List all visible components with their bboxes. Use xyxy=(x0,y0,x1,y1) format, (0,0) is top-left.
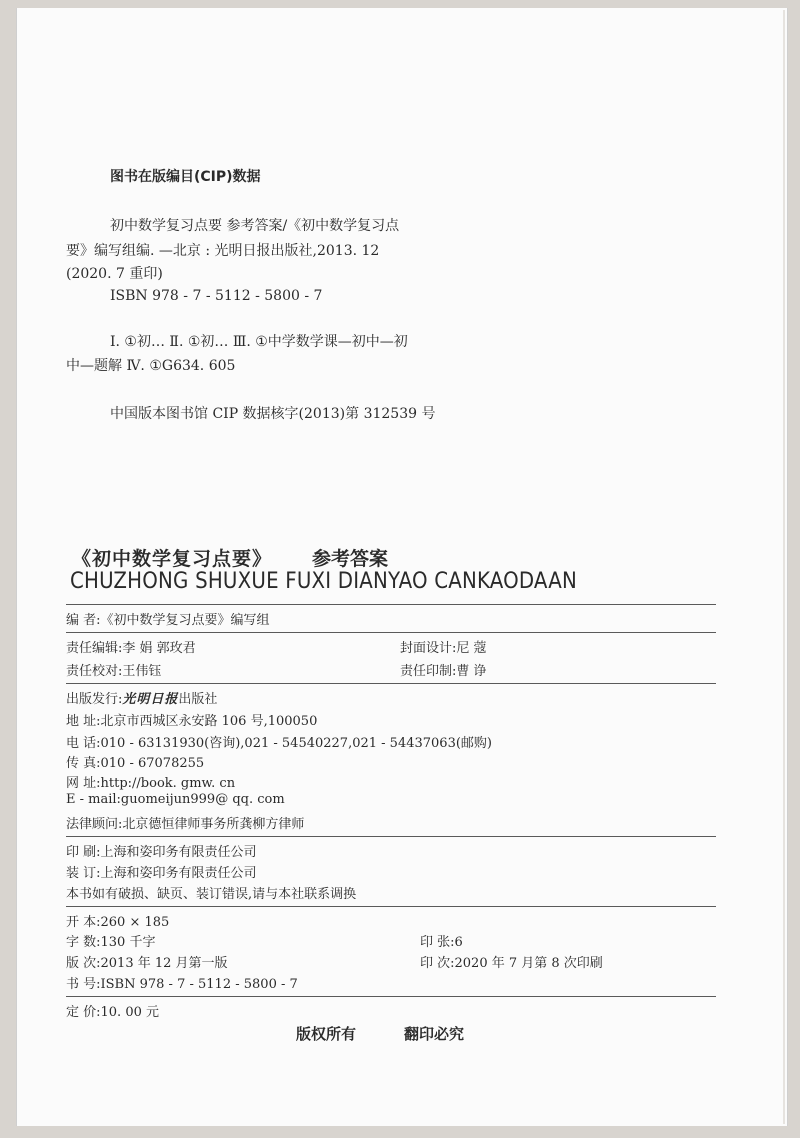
word-count: 字 数:130 千字 xyxy=(66,935,156,950)
divider xyxy=(66,632,716,633)
divider xyxy=(66,836,716,837)
divider xyxy=(66,604,716,605)
publisher-fax: 传 真:010 - 67078255 xyxy=(66,756,205,771)
publisher-suffix: 出版社 xyxy=(178,692,218,707)
printer: 印 刷:上海和姿印务有限责任公司 xyxy=(66,845,257,860)
edition: 版 次:2013 年 12 月第一版 xyxy=(66,956,228,971)
replacement-notice: 本书如有破损、缺页、装订错误,请与本社联系调换 xyxy=(66,887,357,902)
responsible-editor: 责任编辑:李 娟 郭玫君 xyxy=(66,641,196,656)
price: 定 价:10. 00 元 xyxy=(66,1005,159,1020)
divider xyxy=(66,683,716,684)
cip-isbn: ISBN 978 - 7 - 5112 - 5800 - 7 xyxy=(110,288,323,304)
cip-number: 中国版本图书馆 CIP 数据核字(2013)第 312539 号 xyxy=(110,406,436,422)
cip-heading: 图书在版编目(CIP)数据 xyxy=(110,169,261,185)
cip-classification-2: 中—题解 Ⅳ. ①G634. 605 xyxy=(66,358,236,374)
impression: 印 次:2020 年 7 月第 8 次印刷 xyxy=(420,956,603,971)
cip-classification-1: Ⅰ. ①初… Ⅱ. ①初… Ⅲ. ①中学数学课—初中—初 xyxy=(110,334,408,350)
book-number: 书 号:ISBN 978 - 7 - 5112 - 5800 - 7 xyxy=(66,977,298,992)
cip-line-1: 初中数学复习点要 参考答案/《初中数学复习点 xyxy=(110,218,400,234)
page-edge xyxy=(783,10,785,1124)
book-pinyin-title: CHUZHONG SHUXUE FUXI DIANYAO CANKAODAAN xyxy=(70,569,578,594)
cip-line-2: 要》编写组编. —北京 : 光明日报出版社,2013. 12 xyxy=(66,243,380,259)
book-subtitle: 参考答案 xyxy=(312,548,389,570)
cip-line-3: (2020. 7 重印) xyxy=(66,266,163,282)
publisher-email: E - mail:guomeijun999@ qq. com xyxy=(66,792,285,807)
all-rights-reserved: 版权所有 xyxy=(296,1025,357,1043)
publisher-logo: 光明日报 xyxy=(122,692,179,707)
publisher-phone: 电 话:010 - 63131930(咨询),021 - 54540227,021 - 54437063(邮购) xyxy=(66,736,492,751)
publisher-label: 出版发行: xyxy=(66,692,123,707)
responsible-proofreader: 责任校对:王伟钰 xyxy=(66,664,162,679)
binder: 装 订:上海和姿印务有限责任公司 xyxy=(66,866,257,881)
publisher-website: 网 址:http://book. gmw. cn xyxy=(66,776,236,791)
publisher-address: 地 址:北京市西城区永安路 106 号,100050 xyxy=(66,714,318,729)
author-line: 编 者:《初中数学复习点要》编写组 xyxy=(66,613,270,628)
piracy-notice: 翻印必究 xyxy=(404,1025,465,1043)
print-supervisor: 责任印制:曹 诤 xyxy=(400,664,487,679)
printed-sheets: 印 张:6 xyxy=(420,935,463,950)
cover-design: 封面设计:尼 蔻 xyxy=(400,641,487,656)
legal-counsel: 法律顾问:北京德恒律师事务所龚柳方律师 xyxy=(66,817,305,832)
book-title: 《初中数学复习点要》 xyxy=(72,548,273,570)
divider xyxy=(66,996,716,997)
publisher-line xyxy=(66,688,217,707)
divider xyxy=(66,906,716,907)
format: 开 本:260 × 185 xyxy=(66,915,170,930)
